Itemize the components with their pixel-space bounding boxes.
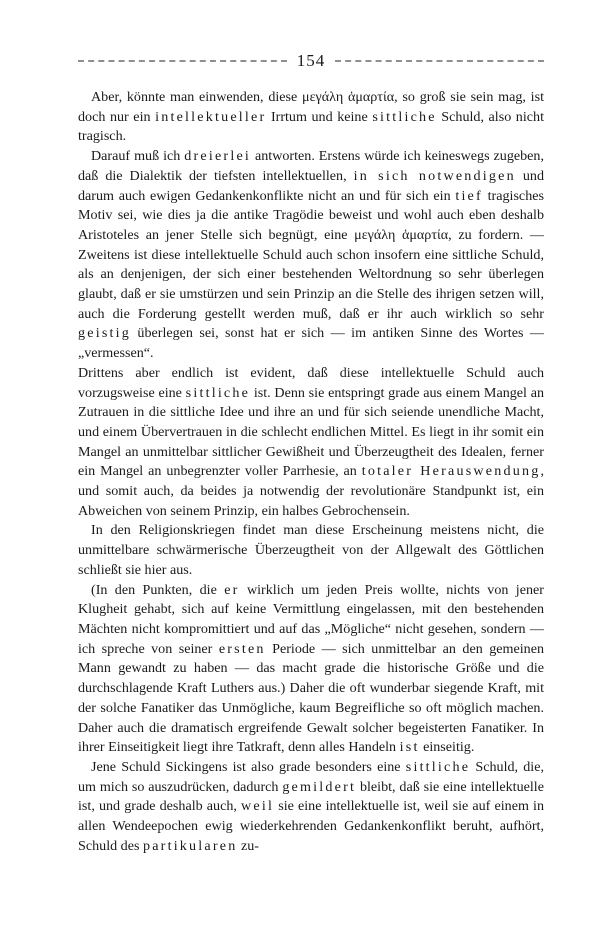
text-run: zu- [237,837,260,854]
body-text [78,88,544,856]
emphasized-text: totaler Herauswendung [361,463,541,480]
emphasized-text: sittliche [185,384,251,401]
emphasized-text: partikularen [142,837,238,854]
text-run: sie eine intellektuelle ist, weil sie auf einem in allen Wendeepochen ewig wiederkehrenden Gedankenkonflikt beruht, aufhört, Schuld des [78,798,544,854]
emphasized-text: geistig [78,325,131,342]
emphasized-text: sittliche [405,758,471,775]
text-run: und darum auch ewigen Gedankenkonflikte nicht an und für sich ein [78,167,544,204]
paragraph [78,521,544,580]
text-run: bleibt, daß sie eine intellektuelle ist, und grade deshalb auch, [78,778,544,815]
emphasized-text: tief [455,187,483,204]
emphasized-text: ist [399,739,420,756]
text-run: Drittens aber endlich ist evident, daß diese intellektuelle Schuld auch vorzugsweise eine [78,364,544,401]
paragraph [78,364,544,522]
emphasized-text: gemildert [282,778,357,795]
text-run: antworten. Erstens würde ich keineswegs zugeben, daß die Dialektik der tiefsten intellektuellen, [78,148,544,184]
header-rule-left [78,60,287,62]
text-run: ist. Denn sie entspringt grade aus einem Mangel an Zutrauen in die sittliche Idee und ihre an und für sich seiende unendliche Macht, und einem Übervertrauen in die schlecht endlichen Mittel. Es liegt in ihr somit ein Mangel an unmittelbar sittlicher Gewißheit und Überzeugtheit des Idealen, ferner ein Mangel an unbegrenzter voller Parrhesie, an [78,384,545,480]
text-run: In den Religionskriegen findet man diese Erscheinung meistens nicht, die unmittelbare schwärmerische Überzeugtheit von der Allgewalt des Göttlichen schließt sie hier aus. [78,522,544,578]
text-run: einseitig. [419,739,475,756]
emphasized-text: in sich notwendigen [353,167,516,184]
text-run: Darauf muß ich [91,148,185,165]
text-run: Periode — sich unmittelbar an den gemeinen Mann gewandt zu haben — das macht grade die historische Größe und die durchschlagende Kraft Luthers aus.) Daher die oft wunderbar siegende Kraft, mit der solche Fanatiker das Unmögliche, kaum Begreifliche so oft möglich machen. Daher auch die dramatisch ergreifende Gewalt solcher begeisterten Fanatiker. In ihrer Einseitigkeit liegt ihre Tatkraft, denn alles Handeln [78,640,544,756]
header-rule-right [335,60,544,62]
text-run: (In den Punkten, die [91,581,225,598]
paragraph [78,147,544,364]
text-run: tragisches Motiv sei, wie dies ja die antike Tragödie beweist und wohl auch eben deshalb Aristoteles an jener Stelle sich begnügt, eine μεγάλη ἁμαρτία, zu fordern. — Zweitens ist diese intellektuelle Schuld auch schon insofern eine sittliche Schuld, als an denjenigen, der sich einer bestehenden Weltordnung so sehr überlegen glaubt, daß er sie umstürzen und sein Prinzip an die Stelle des ihrigen setzen will, auch die Forderung gestellt werden muß, daß er ihr auch wirklich so sehr [78,187,544,322]
text-run: , und somit auch, da beides ja notwendig der revolutionäre Standpunkt ist, ein Abweichen von seinem Prinzip, ein halbes Gebrochensein. [78,463,544,519]
text-run: Schuld, die, um mich so auszudrücken, dadurch [78,758,544,795]
page-number: 154 [296,51,326,70]
emphasized-text: ersten [218,640,266,657]
paragraph [78,581,544,758]
paragraph [78,758,544,857]
emphasized-text: dreierlei [184,148,252,165]
text-run: überlegen sei, sonst hat er sich — im antiken Sinne des Wortes — „vermessen“. [78,325,544,362]
emphasized-text: weil [241,798,275,815]
emphasized-text: intellektueller [155,108,267,125]
paragraph [78,88,544,147]
text-run: Jene Schuld Sickingens ist also grade besonders eine [91,758,406,775]
emphasized-text: er [224,581,240,598]
text-run: Schuld, also nicht tragisch. [78,108,544,145]
page-header [78,50,544,72]
book-page [78,50,544,856]
text-run: wirklich um jeden Preis wollte, nichts von jener Klugheit gehabt, sich auf keine Vermittlung eingelassen, mit den bestehenden Mächten nicht kompromittiert und auf das „Mögliche“ nicht gesehen, sondern — ich spreche von seiner [78,581,544,657]
emphasized-text: sittliche [372,108,437,125]
text-run: Aber, könnte man einwenden, diese μεγάλη ἁμαρτία, so groß sie sein mag, ist doch nur ein [78,89,544,125]
text-run: Irrtum und keine [266,108,373,125]
